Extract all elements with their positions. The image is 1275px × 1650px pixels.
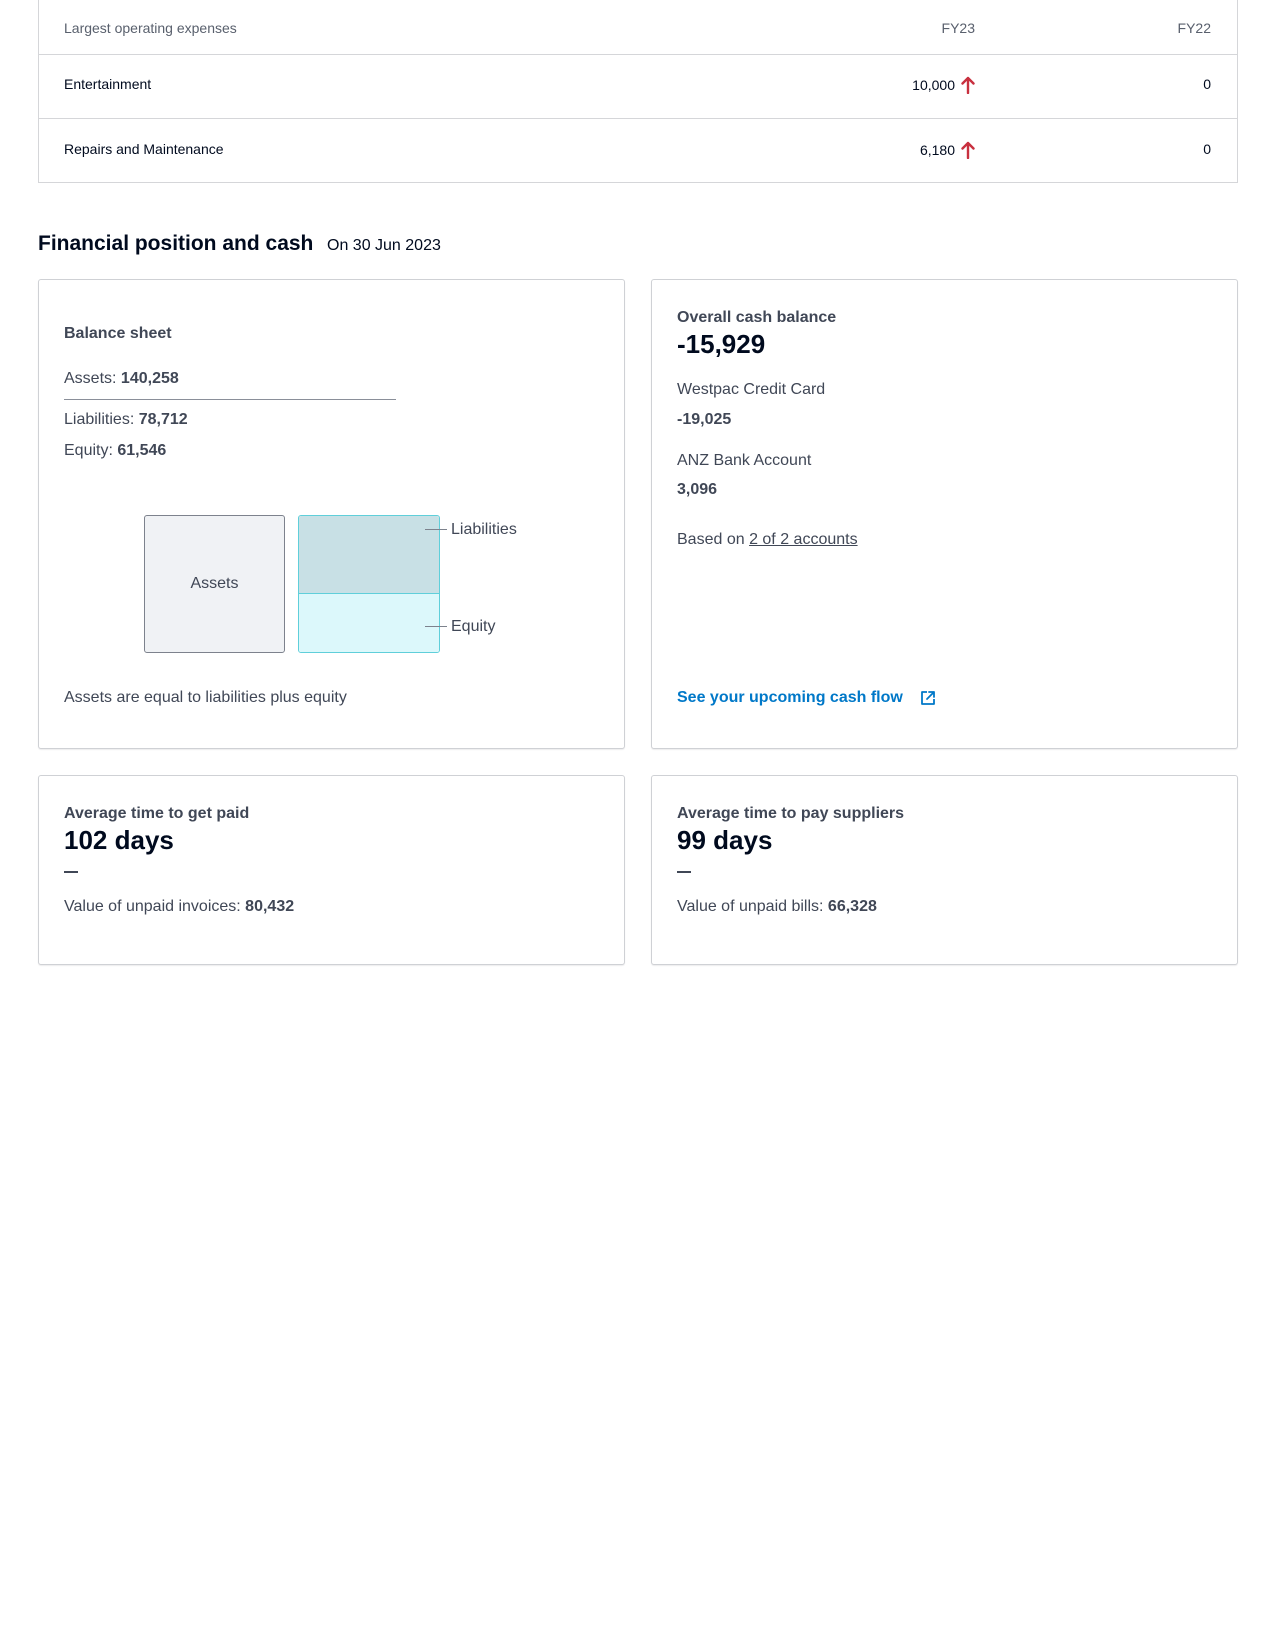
cash-balance-title: Overall cash balance — [677, 309, 837, 326]
operating-expenses-table — [38, 0, 1238, 183]
table-row — [39, 55, 1237, 119]
based-on-text — [677, 531, 858, 549]
arrow-up-icon — [961, 141, 975, 159]
unpaid-bills-label: Value of unpaid bills: — [677, 898, 824, 915]
liabilities-value: 78,712 — [138, 411, 188, 428]
equity-line — [64, 442, 166, 460]
equity-diagram-label: Equity — [451, 618, 496, 635]
assets-value: 140,258 — [120, 370, 179, 387]
expense-fy23-value: 10,000 — [912, 77, 955, 93]
equity-diagram-segment — [299, 594, 439, 652]
unpaid-bills-value: 66,328 — [827, 898, 877, 915]
unpaid-bills-line — [677, 898, 877, 916]
expense-fy23-cell — [912, 76, 975, 94]
arrow-up-icon — [961, 76, 975, 94]
equity-label: Equity: — [64, 442, 113, 459]
time-to-get-paid-value: 102 days — [64, 825, 174, 855]
equity-leader-line — [425, 626, 447, 627]
liabilities-label: Liabilities: — [64, 411, 135, 428]
unpaid-invoices-label: Value of unpaid invoices: — [64, 898, 241, 915]
section-title: Financial position and cash — [38, 232, 314, 255]
expense-fy23-value: 6,180 — [919, 142, 955, 158]
based-on-prefix: Based on — [677, 531, 745, 548]
expense-name: Repairs and Maintenance — [64, 141, 224, 157]
unpaid-invoices-line — [64, 898, 294, 916]
assets-line — [64, 370, 179, 388]
trend-dash-icon — [64, 871, 78, 873]
table-header-row — [39, 0, 1237, 55]
liabilities-line — [64, 411, 188, 429]
liabilities-equity-diagram-box — [298, 515, 440, 653]
time-to-pay-suppliers-value: 99 days — [677, 825, 773, 855]
divider — [64, 399, 396, 400]
balance-sheet-title: Balance sheet — [64, 325, 172, 342]
time-to-get-paid-card — [38, 775, 625, 965]
upcoming-cash-flow-label[interactable]: See your upcoming cash flow — [677, 689, 903, 706]
cash-balance-total: -15,929 — [677, 329, 766, 359]
assets-diagram-box — [144, 515, 285, 653]
liabilities-leader-line — [425, 529, 447, 530]
assets-diagram-label: Assets — [190, 575, 239, 592]
account-balance: 3,096 — [677, 481, 718, 498]
assets-label: Assets: — [64, 370, 117, 387]
liabilities-diagram-label: Liabilities — [451, 521, 517, 538]
liabilities-diagram-segment — [299, 516, 439, 594]
balance-sheet-footnote: Assets are equal to liabilities plus equity — [64, 689, 347, 706]
time-to-get-paid-title: Average time to get paid — [64, 805, 250, 822]
time-to-pay-suppliers-card — [651, 775, 1238, 965]
expense-fy23-cell — [920, 141, 975, 159]
section-date: On 30 Jun 2023 — [327, 237, 441, 254]
account-name: ANZ Bank Account — [677, 452, 812, 469]
expense-fy22-value: 0 — [1203, 76, 1211, 92]
balance-sheet-card — [38, 279, 625, 749]
unpaid-invoices-value: 80,432 — [245, 898, 295, 915]
external-link-icon[interactable] — [919, 689, 937, 707]
cash-balance-card — [651, 279, 1238, 749]
time-to-pay-suppliers-title: Average time to pay suppliers — [677, 805, 905, 822]
accounts-link[interactable]: 2 of 2 accounts — [749, 531, 858, 548]
account-balance: -19,025 — [677, 411, 732, 428]
column-header-fy23: FY23 — [941, 20, 975, 36]
trend-dash-icon — [677, 871, 691, 873]
expense-name: Entertainment — [64, 76, 152, 92]
table-row — [39, 119, 1237, 183]
equity-value: 61,546 — [117, 442, 167, 459]
account-name: Westpac Credit Card — [677, 381, 826, 398]
column-header-name: Largest operating expenses — [64, 20, 237, 36]
expense-fy22-value: 0 — [1203, 141, 1211, 157]
column-header-fy22: FY22 — [1177, 20, 1211, 36]
upcoming-cash-flow-link[interactable] — [677, 689, 937, 707]
